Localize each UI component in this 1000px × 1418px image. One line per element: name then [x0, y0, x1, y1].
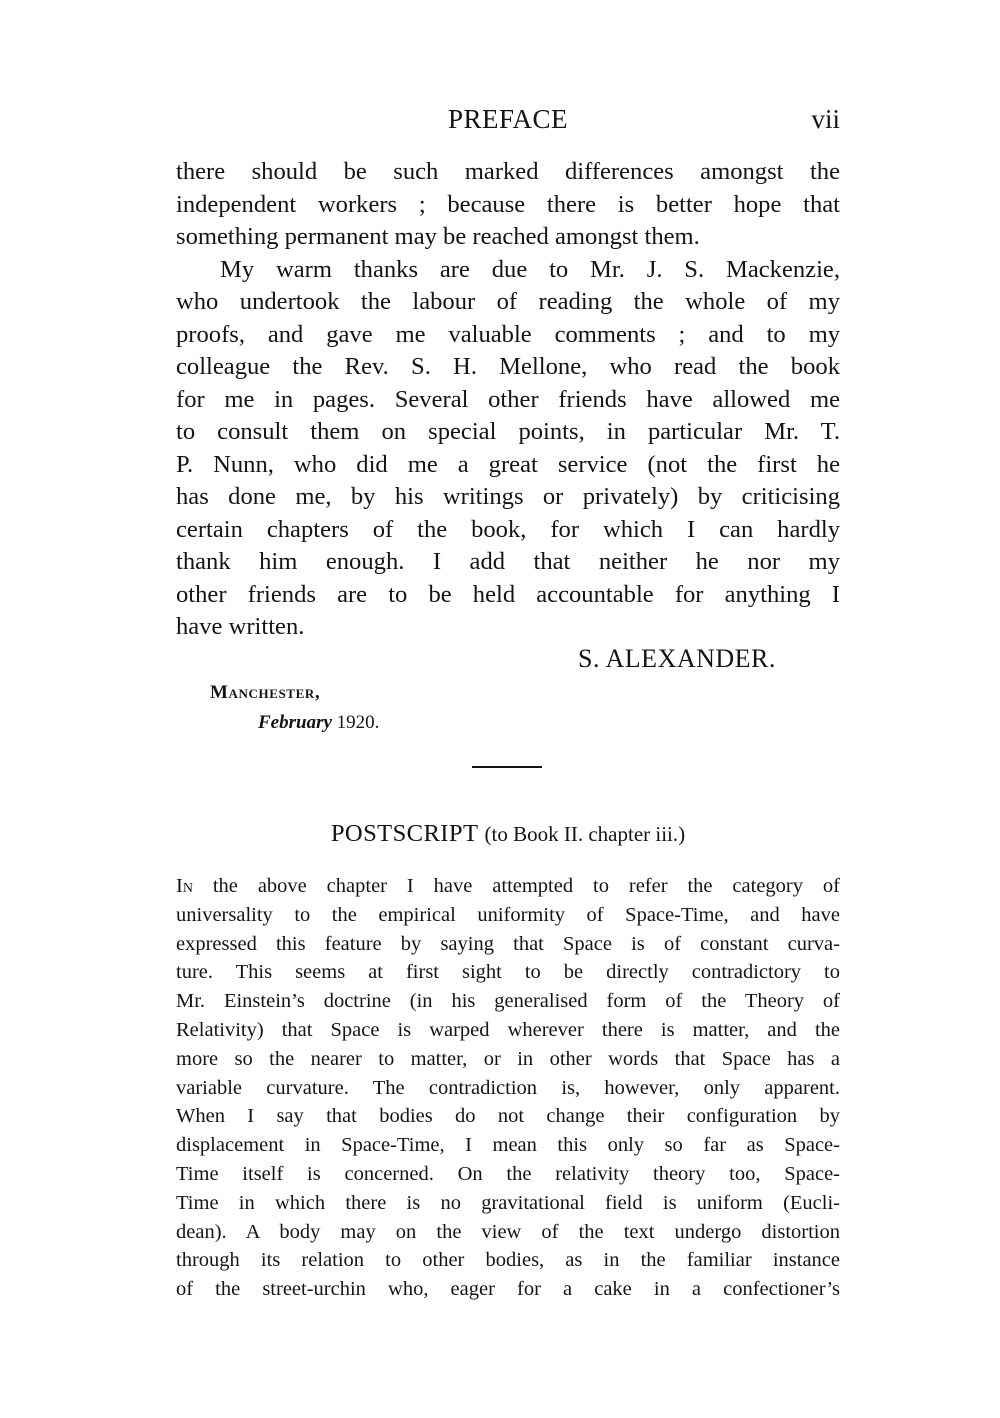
- section-divider: [472, 766, 542, 768]
- postscript-paragraph: [176, 872, 840, 1304]
- text-line: [176, 872, 840, 901]
- text-line: something permanent may be reached amongst them.: [176, 223, 700, 250]
- text-line: colleague the Rev. S. H. Mellone, who read the book: [176, 353, 840, 380]
- text-line: who undertook the labour of reading the whole of my: [176, 288, 840, 315]
- page-number: vii: [811, 104, 840, 134]
- text-line: Time in which there is no gravitational field is uniform (Eucli-: [176, 1191, 840, 1214]
- text-line: of the street-urchin who, eager for a cake in a confectioner’s: [176, 1278, 840, 1301]
- dateline-place: Manchester,: [210, 682, 321, 703]
- text-line: My warm thanks are due to Mr. J. S. Mackenzie,: [220, 255, 840, 283]
- text-line: displacement in Space-Time, I mean this only so far as Space-: [176, 1134, 840, 1157]
- text-line: has done me, by his writings or privately) by criticising: [176, 483, 840, 510]
- dateline: [210, 678, 379, 738]
- text-line: more so the nearer to matter, or in other words that Space has a: [176, 1047, 840, 1070]
- text-line: dean). A body may on the view of the text undergo distortion: [176, 1220, 840, 1243]
- lead-word: In: [176, 875, 193, 897]
- text-line: certain chapters of the book, for which I can hardly: [176, 515, 840, 543]
- text-line: have written.: [176, 613, 305, 640]
- text-line: When I say that bodies do not change their configuration by: [176, 1105, 840, 1128]
- text-line: thank him enough. I add that neither he nor my: [176, 548, 840, 575]
- postscript-reference: (to Book II. chapter iii.): [484, 822, 686, 846]
- text-line: proofs, and gave me valuable comments ; and to my: [176, 320, 840, 348]
- dateline-date: [210, 708, 379, 738]
- text-line: ture. This seems at first sight to be directly contradictory to: [176, 961, 840, 984]
- dateline-month: February: [258, 712, 332, 733]
- text-line: expressed this feature by saying that Space is of constant curva-: [176, 932, 840, 955]
- text-line: for me in pages. Several other friends have allowed me: [176, 385, 840, 413]
- dateline-year: 1920.: [336, 712, 380, 733]
- postscript-heading: [176, 820, 840, 848]
- text-line-rest: the above chapter I have attempted to refer the category of: [192, 875, 840, 897]
- text-line: Relativity) that Space is warped wherever there is matter, and the: [176, 1018, 840, 1041]
- text-line: through its relation to other bodies, as in the familiar instance: [176, 1249, 840, 1272]
- text-line: independent workers ; because there is better hope that: [176, 190, 840, 218]
- running-head: [176, 104, 840, 138]
- text-line: Mr. Einstein’s doctrine (in his generalised form of the Theory of: [176, 990, 840, 1013]
- text-line: there should be such marked differences amongst the: [176, 158, 840, 185]
- author-signature: S. ALEXANDER.: [578, 644, 776, 673]
- text-line: variable curvature. The contradiction is, however, only apparent.: [176, 1076, 840, 1099]
- text-line: to consult them on special points, in particular Mr. T.: [176, 418, 840, 445]
- text-line: other friends are to be held accountable for anything I: [176, 580, 840, 608]
- preface-paragraph-1: [176, 156, 840, 254]
- postscript-title: POSTSCRIPT: [330, 820, 479, 847]
- page-title: PREFACE: [447, 104, 569, 134]
- text-line: P. Nunn, who did me a great service (not the first he: [176, 450, 840, 478]
- text-line: Time itself is concerned. On the relativity theory too, Space-: [176, 1162, 840, 1185]
- text-line: universality to the empirical uniformity of Space-Time, and have: [176, 903, 840, 926]
- preface-paragraph-2: [176, 254, 840, 644]
